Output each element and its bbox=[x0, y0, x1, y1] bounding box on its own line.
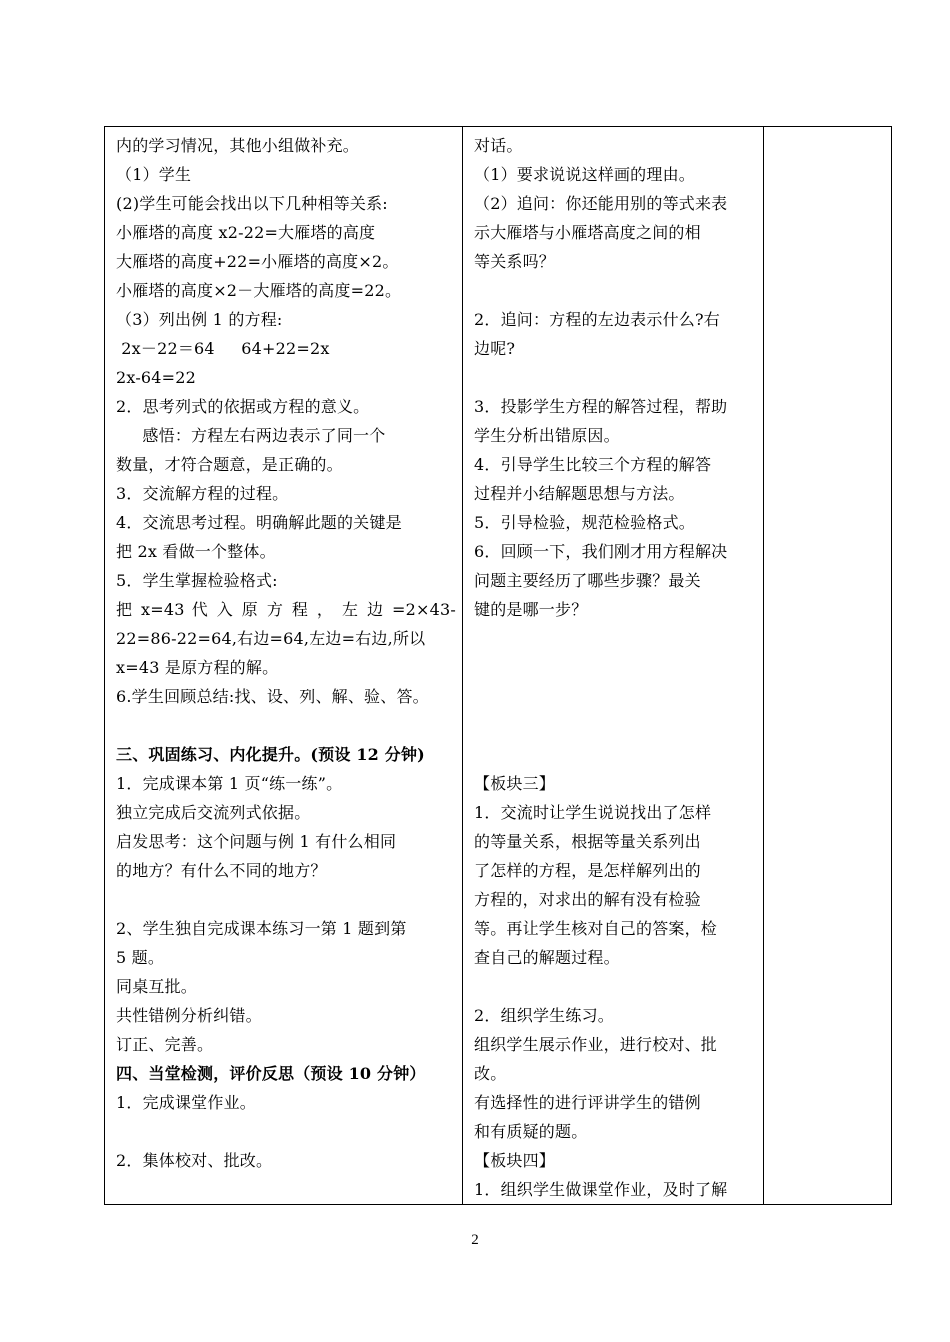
text-line: 等关系吗？ bbox=[474, 252, 556, 271]
text-line: 感悟：方程左右两边表示了同一个 bbox=[116, 426, 386, 445]
text-line: 和有质疑的题。 bbox=[474, 1122, 588, 1141]
text-line: 数量，才符合题意，是正确的。 bbox=[116, 455, 343, 474]
text-line bbox=[474, 740, 757, 769]
text-line: 1．组织学生做课堂作业，及时了解 bbox=[474, 1180, 728, 1199]
notes-cell bbox=[764, 127, 892, 1205]
text-line: 查自己的解题过程。 bbox=[474, 948, 620, 967]
lesson-plan-table bbox=[104, 126, 892, 1205]
text-line: 订正、完善。 bbox=[116, 1035, 214, 1054]
text-line: 大雁塔的高度+22=小雁塔的高度×2。 bbox=[116, 252, 399, 271]
text-line: 等。再让学生核对自己的答案，检 bbox=[474, 919, 718, 938]
text-line: 【板块四】 bbox=[474, 1151, 556, 1170]
text-line: 4．交流思考过程。明确解此题的关键是 bbox=[116, 513, 402, 532]
text-line: 示大雁塔与小雁塔高度之间的相 bbox=[474, 223, 701, 242]
text-line: （1）要求说说这样画的理由。 bbox=[474, 165, 695, 184]
text-line: 的地方？有什么不同的地方？ bbox=[116, 861, 327, 880]
text-line bbox=[116, 885, 456, 914]
text-line: 2．集体校对、批改。 bbox=[116, 1151, 273, 1170]
text-line: 了怎样的方程，是怎样解列出的 bbox=[474, 861, 701, 880]
text-line: （2）追问：你还能用别的等式来表 bbox=[474, 194, 728, 213]
text-line bbox=[474, 624, 757, 653]
text-line: 5 题。 bbox=[116, 948, 165, 967]
text-line: 6．回顾一下，我们刚才用方程解决 bbox=[474, 542, 728, 561]
text-line: 3．交流解方程的过程。 bbox=[116, 484, 289, 503]
notes-text bbox=[764, 127, 891, 131]
text-line bbox=[474, 276, 757, 305]
text-line bbox=[474, 653, 757, 682]
text-line: 【板块三】 bbox=[474, 774, 556, 793]
text-line: 边呢? bbox=[474, 339, 516, 358]
student-activity-text bbox=[105, 127, 462, 1175]
text-line: 把 2x 看做一个整体。 bbox=[116, 542, 276, 561]
text-line bbox=[116, 1117, 456, 1146]
text-line: 对话。 bbox=[474, 136, 523, 155]
text-line: 2．思考列式的依据或方程的意义。 bbox=[116, 397, 370, 416]
page-number: 2 bbox=[471, 1232, 479, 1248]
text-line: 启发思考：这个问题与例 1 有什么相同 bbox=[116, 832, 397, 851]
text-line: x=43 是原方程的解。 bbox=[116, 658, 279, 677]
text-line: 四、当堂检测，评价反思（预设 10 分钟） bbox=[116, 1064, 426, 1083]
text-line: 键的是哪一步？ bbox=[474, 600, 588, 619]
text-line bbox=[116, 711, 456, 740]
text-line: 小雁塔的高度×2－大雁塔的高度=22。 bbox=[116, 281, 402, 300]
table-row bbox=[105, 127, 892, 1205]
text-line: 2．组织学生练习。 bbox=[474, 1006, 614, 1025]
text-line: （1）学生 bbox=[116, 165, 192, 184]
text-line: 三、巩固练习、内化提升。(预设 12 分钟) bbox=[116, 745, 425, 764]
text-line: 2．追问：方程的左边表示什么?右 bbox=[474, 310, 720, 329]
text-line bbox=[474, 682, 757, 711]
text-line: 1．完成课本第 1 页“练一练”。 bbox=[116, 774, 343, 793]
text-line: 2x－22＝64 64+22=2x bbox=[116, 339, 330, 358]
text-line bbox=[474, 711, 757, 740]
text-line: 共性错例分析纠错。 bbox=[116, 1006, 262, 1025]
text-line: 5．引导检验，规范检验格式。 bbox=[474, 513, 695, 532]
text-line: 内的学习情况，其他小组做补充。 bbox=[116, 136, 360, 155]
text-line: 同桌互批。 bbox=[116, 977, 198, 996]
text-line: 2x-64=22 bbox=[116, 368, 197, 387]
teacher-guidance-text bbox=[463, 127, 763, 1204]
text-line: 把 x=43 代 入 原 方 程 ， 左 边 =2×43- bbox=[116, 600, 456, 619]
text-line: 组织学生展示作业，进行校对、批 bbox=[474, 1035, 718, 1054]
text-line bbox=[474, 363, 757, 392]
text-line: 4．引导学生比较三个方程的解答 bbox=[474, 455, 712, 474]
text-line: 问题主要经历了哪些步骤？最关 bbox=[474, 571, 701, 590]
text-line: 过程并小结解题思想与方法。 bbox=[474, 484, 685, 503]
text-line: 的等量关系，根据等量关系列出 bbox=[474, 832, 701, 851]
text-line: 6.学生回顾总结:找、设、列、解、验、答。 bbox=[116, 687, 429, 706]
student-activity-cell bbox=[105, 127, 463, 1205]
text-line: (2)学生可能会找出以下几种相等关系: bbox=[116, 194, 388, 213]
text-line: 22=86-22=64,右边=64,左边=右边,所以 bbox=[116, 629, 426, 648]
text-line: 学生分析出错原因。 bbox=[474, 426, 620, 445]
text-line: 独立完成后交流列式依据。 bbox=[116, 803, 311, 822]
text-line: 小雁塔的高度 x2-22=大雁塔的高度 bbox=[116, 223, 376, 242]
text-line: 1．完成课堂作业。 bbox=[116, 1093, 256, 1112]
text-line: 2、学生独自完成课本练习一第 1 题到第 bbox=[116, 919, 407, 938]
text-line: 有选择性的进行评讲学生的错例 bbox=[474, 1093, 701, 1112]
text-line: 1．交流时让学生说说找出了怎样 bbox=[474, 803, 712, 822]
text-line: （3）列出例 1 的方程: bbox=[116, 310, 283, 329]
text-line: 3．投影学生方程的解答过程，帮助 bbox=[474, 397, 728, 416]
text-line bbox=[474, 972, 757, 1001]
teacher-guidance-cell bbox=[463, 127, 764, 1205]
text-line: 改。 bbox=[474, 1064, 507, 1083]
text-line: 5．学生掌握检验格式: bbox=[116, 571, 278, 590]
text-line: 方程的，对求出的解有没有检验 bbox=[474, 890, 701, 909]
